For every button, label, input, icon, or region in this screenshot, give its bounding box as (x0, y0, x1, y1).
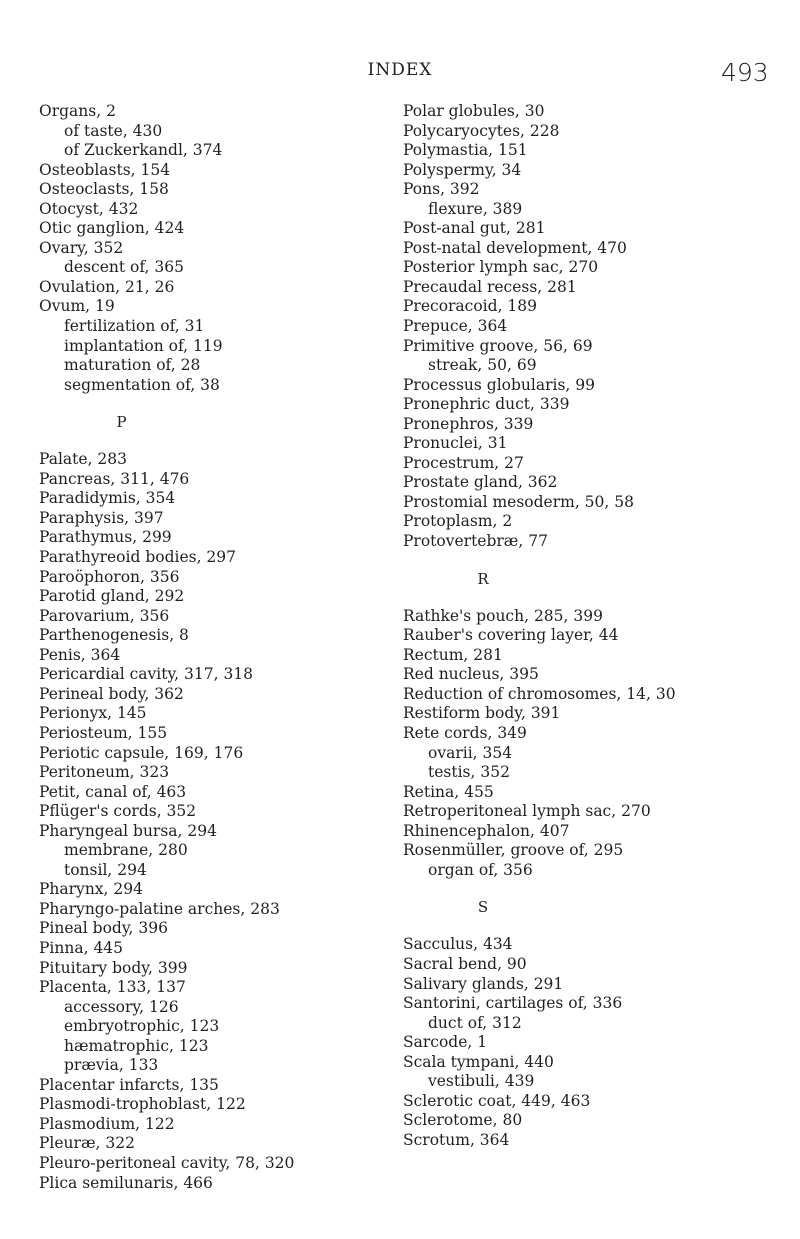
index-entry: Processus globularis, 99 (403, 375, 596, 394)
section-letter: S (477, 898, 489, 917)
index-entry: Parovarium, 356 (39, 606, 170, 625)
index-subentry: vestibuli, 439 (428, 1072, 535, 1091)
index-entry: Parathymus, 299 (39, 528, 172, 547)
index-entry: Sacculus, 434 (403, 935, 513, 954)
index-entry: Post-anal gut, 281 (403, 219, 546, 238)
index-subentry: descent of, 365 (64, 258, 184, 277)
index-entry: Precaudal recess, 281 (403, 277, 577, 296)
index-entry: Pleuræ, 322 (39, 1134, 135, 1153)
index-entry: Perionyx, 145 (39, 704, 147, 723)
index-subentry: tonsil, 294 (64, 860, 147, 879)
index-entry: Restiform body, 391 (403, 704, 561, 723)
index-entry: Precoracoid, 189 (403, 297, 538, 316)
index-entry: Organs, 2 (39, 102, 116, 120)
index-entry: Ovary, 352 (39, 238, 124, 257)
index-entry: Osteoblasts, 154 (39, 160, 171, 179)
index-entry: Parotid gland, 292 (39, 587, 185, 606)
page-number: 493 (721, 58, 769, 87)
index-subentry: embryotrophic, 123 (64, 1017, 220, 1036)
index-entry: Pflüger's cords, 352 (39, 802, 197, 821)
index-entry: Palate, 283 (39, 450, 128, 469)
index-subentry: accessory, 126 (64, 997, 179, 1016)
index-entry: Placenta, 133, 137 (39, 978, 186, 997)
index-entry: Retina, 455 (403, 782, 494, 801)
index-subentry: membrane, 280 (64, 841, 188, 860)
index-subentry: streak, 50, 69 (428, 356, 537, 375)
index-entry: Otic ganglion, 424 (39, 219, 185, 238)
index-subentry: segmentation of, 38 (64, 375, 220, 394)
index-entry: Procestrum, 27 (403, 453, 524, 472)
index-entry: Protovertebræ, 77 (403, 532, 548, 551)
index-entry: Polymastia, 151 (403, 141, 528, 160)
index-entry: Periosteum, 155 (39, 723, 168, 742)
index-entry: Rhinencephalon, 407 (403, 821, 570, 840)
index-entry: Plasmodium, 122 (39, 1114, 175, 1133)
index-entry: Pinna, 445 (39, 938, 124, 957)
index-entry: Osteoclasts, 158 (39, 180, 169, 199)
index-entry: Otocyst, 432 (39, 199, 139, 218)
index-subentry: hæmatrophic, 123 (64, 1036, 209, 1055)
index-entry: Pituitary body, 399 (39, 958, 188, 977)
index-entry: Plasmodi-trophoblast, 122 (39, 1095, 246, 1114)
index-entry: Rete cords, 349 (403, 723, 527, 742)
index-subentry: of taste, 430 (64, 121, 163, 140)
index-entry: Scrotum, 364 (403, 1130, 510, 1149)
index-subentry: maturation of, 28 (64, 356, 201, 375)
index-subentry: fertilization of, 31 (64, 317, 205, 336)
index-entry: Petit, canal of, 463 (39, 782, 187, 801)
index-entry: Sclerotome, 80 (403, 1111, 523, 1130)
index-entry: Reduction of chromosomes, 14, 30 (403, 684, 676, 703)
index-entry: Protoplasm, 2 (403, 512, 513, 531)
index-entry: Retroperitoneal lymph sac, 270 (403, 802, 651, 821)
index-entry: Periotic capsule, 169, 176 (39, 743, 244, 762)
index-entry: Pronephric duct, 339 (403, 395, 570, 414)
index-entry: Pharyngo-palatine arches, 283 (39, 899, 280, 918)
index-entry: Pronuclei, 31 (403, 434, 508, 453)
section-letter: R (477, 569, 489, 588)
index-entry: Perineal body, 362 (39, 684, 184, 703)
index-subentry: prævia, 133 (64, 1056, 159, 1075)
index-entry: Pancreas, 311, 476 (39, 469, 190, 488)
index-entry: Peritoneum, 323 (39, 763, 170, 782)
index-entry: Parathyreoid bodies, 297 (39, 548, 237, 567)
index-subentry: of Zuckerkandl, 374 (64, 141, 223, 160)
index-entry: Sacral bend, 90 (403, 954, 527, 973)
index-subentry: ovarii, 354 (428, 743, 513, 762)
index-entry: Polycaryocytes, 228 (403, 121, 560, 140)
index-entry: Rectum, 281 (403, 645, 503, 664)
index-entry: Plica semilunaris, 466 (39, 1173, 213, 1192)
index-entry: Prostomial mesoderm, 50, 58 (403, 492, 634, 511)
index-subentry: implantation of, 119 (64, 336, 223, 355)
index-entry: Parthenogenesis, 8 (39, 626, 189, 645)
index-entry: Polyspermy, 34 (403, 160, 522, 179)
index-entry: Placentar infarcts, 135 (39, 1075, 219, 1094)
index-entry: Salivary glands, 291 (403, 974, 564, 993)
index-entry: Pronephros, 339 (403, 414, 534, 433)
index-entry: Scala tympani, 440 (403, 1052, 554, 1071)
index-subentry: testis, 352 (428, 763, 510, 782)
index-entry: Prepuce, 364 (403, 317, 508, 336)
index-entry: Red nucleus, 395 (403, 665, 539, 684)
index-entry: Pharyngeal bursa, 294 (39, 821, 217, 840)
index-entry: Pineal body, 396 (39, 919, 168, 938)
index-entry: Ovum, 19 (39, 297, 115, 316)
index-entry: Ovulation, 21, 26 (39, 277, 175, 296)
section-letter: P (116, 413, 127, 432)
index-column-right (403, 102, 788, 1150)
index-subentry: duct of, 312 (428, 1013, 522, 1032)
index-entry: Pharynx, 294 (39, 880, 143, 899)
index-entry: Posterior lymph sac, 270 (403, 258, 599, 277)
index-entry: Rauber's covering layer, 44 (403, 626, 619, 645)
index-entry: Sarcode, 1 (403, 1033, 488, 1052)
index-column-left (39, 102, 374, 1193)
index-entry: Paradidymis, 354 (39, 489, 176, 508)
index-subentry: organ of, 356 (428, 860, 533, 879)
index-entry: Post-natal development, 470 (403, 238, 627, 257)
index-entry: Santorini, cartilages of, 336 (403, 994, 623, 1013)
index-entry: Rosenmüller, groove of, 295 (403, 841, 624, 860)
index-entry: Primitive groove, 56, 69 (403, 336, 593, 355)
index-entry: Pleuro-peritoneal cavity, 78, 320 (39, 1153, 295, 1172)
index-entry: Paraphysis, 397 (39, 508, 164, 527)
page-title: INDEX (367, 60, 433, 80)
index-entry: Pons, 392 (403, 180, 480, 199)
index-entry: Prostate gland, 362 (403, 473, 558, 492)
index-entry: Rathke's pouch, 285, 399 (403, 606, 603, 625)
index-entry: Polar globules, 30 (403, 102, 545, 120)
index-entry: Sclerotic coat, 449, 463 (403, 1091, 591, 1110)
index-entry: Paroöphoron, 356 (39, 567, 180, 586)
index-entry: Pericardial cavity, 317, 318 (39, 665, 254, 684)
index-subentry: flexure, 389 (428, 199, 523, 218)
index-entry: Penis, 364 (39, 645, 121, 664)
